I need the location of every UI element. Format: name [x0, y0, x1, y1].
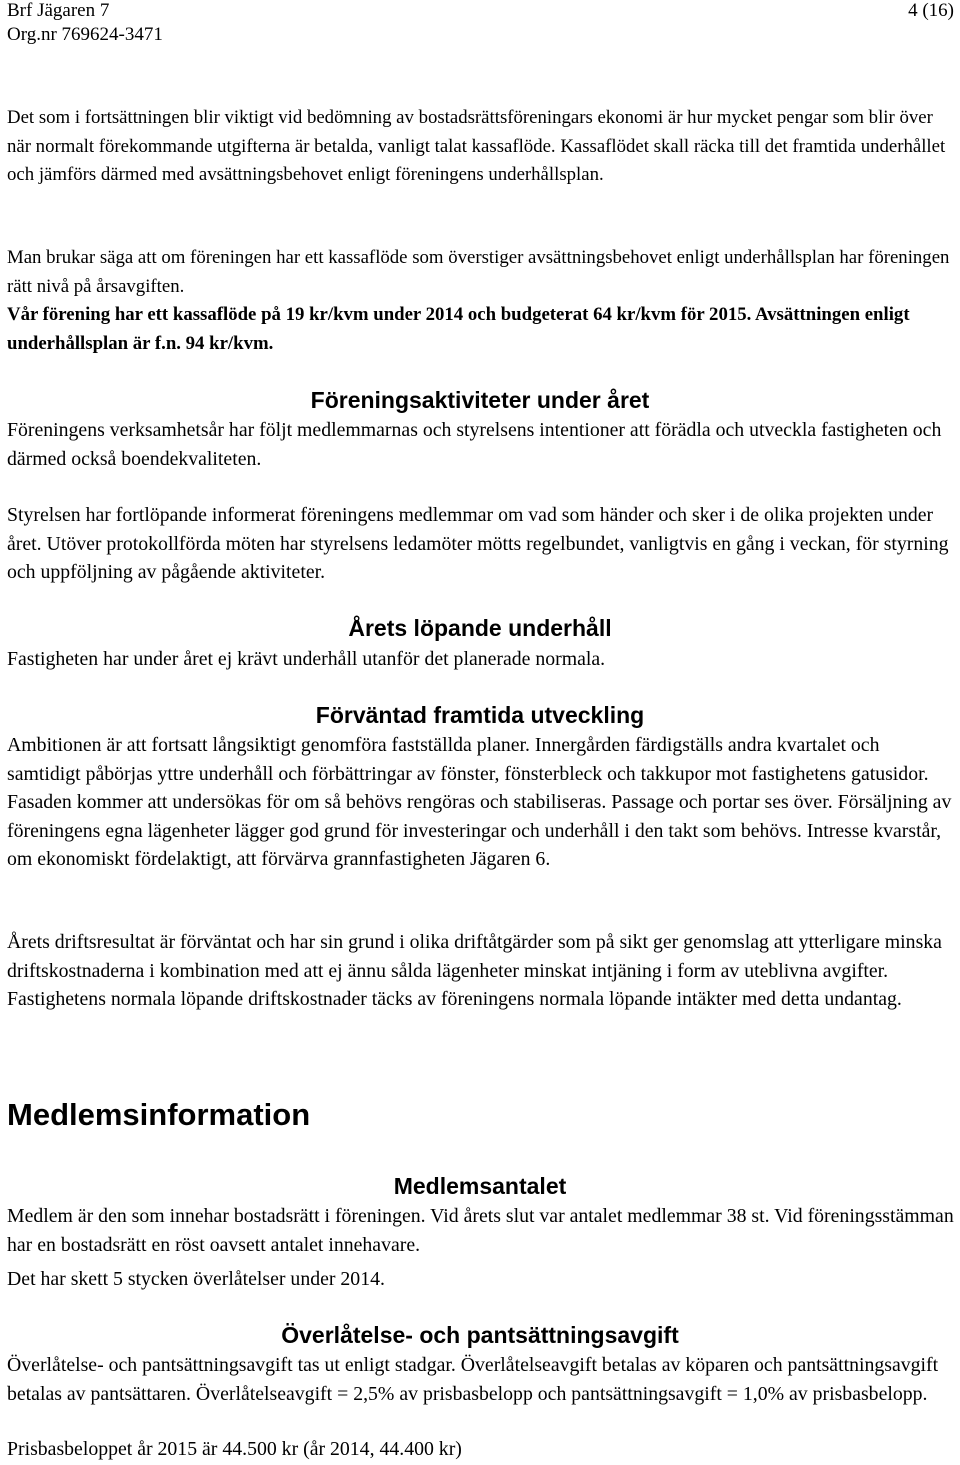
- future-paragraph-1: Ambitionen är att fortsatt långsiktigt genomföra fastställda planer. Innergården färdigställs andra kvartalet och samtidigt påbörjas yttre underhåll och förbättringar av fönster, fönsterbleck och takkupor mot fastighetens gatusidor. Fasaden kommer att undersökas för om så behövs rengöras och stabiliseras. Passage och portar ses över. Försäljning av föreningens egna lägenheter lägger god grund för investeringar och underhåll i den takt som behövs. Intresse kvarstår, om ekonomiskt fördelaktigt, att förvärva grannfastigheten Jägaren 6.: [7, 734, 952, 870]
- intro-paragraph-1: Det som i fortsättningen blir viktigt vid bedömning av bostadsrättsföreningars ekonomi är hur mycket pengar som blir över när normalt förekommande utgifterna är betalda, vanligt talat kassaflöde. Kassaflödet skall räcka till det framtida underhållet och jämförs därmed med avsättningsbehovet enligt föreningens underhållsplan.: [7, 107, 946, 185]
- heading-member-count: Medlemsantalet: [393, 1173, 567, 1199]
- org-name: Brf Jägaren 7: [7, 0, 110, 21]
- member-info-title: Medlemsinformation: [7, 1097, 311, 1132]
- page-number: 4 (16): [908, 0, 954, 21]
- activities-paragraph-2: Styrelsen har fortlöpande informerat föreningens medlemmar om vad som händer och sker i de olika projekten under året. Utöver protokollförda möten har styrelsens ledamöter mötts regelbundet, vanligtvis en gång i veckan, för styrning och uppföljning av pågående aktiviteter.: [7, 504, 949, 583]
- fees-paragraph-1: Överlåtelse- och pantsättningsavgift tas ut enligt stadgar. Överlåtelseavgift betalas av köparen och pantsättningsavgift betalas av pantsättaren. Överlåtelseavgift = 2,5% av prisbasbelopp och pantsättningsavgift = 1,0% av prisbasbelopp.: [7, 1354, 939, 1405]
- heading-activities: Föreningsaktiviteter under året: [310, 387, 650, 413]
- maintenance-paragraph: Fastigheten har under året ej krävt underhåll utanför det planerade normala.: [7, 648, 606, 670]
- member-count-paragraph-1: Medlem är den som innehar bostadsrätt i föreningen. Vid årets slut var antalet medlemmar 38 st. Vid föreningsstämman har en bostadsrätt en röst oavsett antalet innehavare.: [7, 1205, 954, 1256]
- heading-fees: Överlåtelse- och pantsättningsavgift: [281, 1322, 679, 1348]
- cashflow-statement: Vår förening har ett kassaflöde på 19 kr/kvm under 2014 och budgeterat 64 kr/kvm för 2015. Avsättningen enligt underhållsplan är f.n. 94 kr/kvm.: [7, 304, 910, 354]
- activities-paragraph-1: Föreningens verksamhetsår har följt medlemmarnas och styrelsens intentioner att förädla och utveckla fastigheten och därmed också boendekvaliteten.: [7, 419, 942, 470]
- intro-paragraph-2: Man brukar säga att om föreningen har ett kassaflöde som överstiger avsättningsbehovet enligt underhållsplan har föreningen rätt nivå på årsavgiften.: [7, 247, 950, 297]
- heading-maintenance: Årets löpande underhåll: [348, 615, 612, 641]
- heading-future: Förväntad framtida utveckling: [315, 702, 645, 728]
- member-count-paragraph-2: Det har skett 5 stycken överlåtelser under 2014.: [7, 1268, 385, 1290]
- org-number: Org.nr 769624-3471: [7, 24, 163, 45]
- future-paragraph-2: Årets driftsresultat är förväntat och har sin grund i olika driftåtgärder som på sikt ger genomslag att ytterligare minska driftskostnaderna i kombination med att ej ännu sålda lägenheter minskat intjäning i form av uteblivna avgifter. Fastighetens normala löpande driftskostnader täcks av föreningens normala löpande intäkter med detta undantag.: [7, 931, 942, 1010]
- fees-paragraph-2: Prisbasbeloppet år 2015 är 44.500 kr (år 2014, 44.400 kr): [7, 1438, 462, 1460]
